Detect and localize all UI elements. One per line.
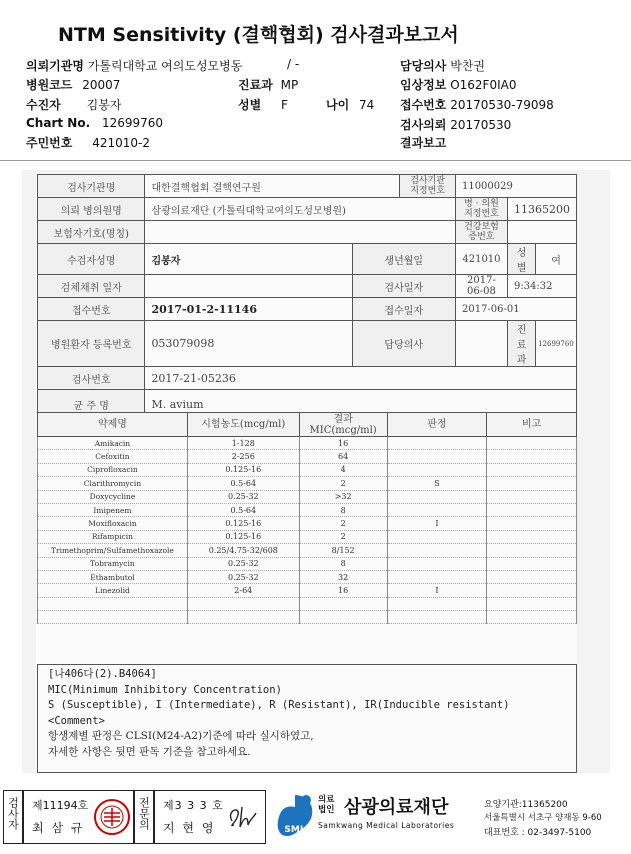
clinic-label: 진료과 xyxy=(507,321,535,367)
empty-cell xyxy=(487,611,577,624)
recv-date-label: 접수일자 xyxy=(352,298,455,321)
drug-name: Amikacin xyxy=(38,437,188,450)
req-code-label: 병 · 의원 지정번호 xyxy=(455,198,507,221)
agency-code-value: 11000029 xyxy=(455,175,576,198)
drug-note xyxy=(487,544,577,557)
table-row xyxy=(38,570,577,583)
drug-interp: S xyxy=(387,477,487,490)
info-row-req-hosp xyxy=(38,198,577,221)
org-name: 삼광의료재단 xyxy=(344,797,449,818)
drug-range: 1-128 xyxy=(187,437,299,450)
sml-logo-icon xyxy=(272,791,318,843)
test-no-label: 검사번호 xyxy=(38,367,145,390)
clinic-value: 12699760 xyxy=(536,321,577,367)
hospital-extra: / - xyxy=(287,57,300,71)
name-value: 김봉자 xyxy=(145,244,352,275)
accession-value: 2017-01-2-11146 xyxy=(145,298,352,321)
comment-line-2: 자세한 사항은 뒷면 판독 기준을 참고하세요. xyxy=(48,745,251,758)
empty-cell xyxy=(299,597,387,610)
comment-tag: <Comment> xyxy=(48,714,105,727)
sex-value: F xyxy=(281,98,288,112)
drug-table-header xyxy=(38,413,577,437)
table-row xyxy=(38,503,577,516)
reg-value: 053079098 xyxy=(145,321,352,367)
info-table xyxy=(37,174,577,420)
drug-mic: 2 xyxy=(299,530,387,543)
request-label: 검사의뢰 xyxy=(400,118,447,132)
care-code: 요양기관:11365200 xyxy=(484,800,568,810)
hosp-code-label: 병원코드 xyxy=(26,78,73,92)
drug-note xyxy=(487,530,577,543)
result-row xyxy=(400,134,446,151)
drug-note xyxy=(487,503,577,516)
empty-cell xyxy=(38,597,188,610)
drug-range: 0.25-32 xyxy=(187,557,299,570)
drug-range: 0.5-64 xyxy=(187,503,299,516)
drug-note xyxy=(487,437,577,450)
drug-interp: I xyxy=(387,517,487,530)
drug-name: Cefoxitin xyxy=(38,450,188,463)
test-date-value: 2017-06-08 xyxy=(455,275,507,298)
table-row xyxy=(38,477,577,490)
agency-label: 검사기관명 xyxy=(38,175,145,198)
drug-note xyxy=(487,450,577,463)
comment-code: [나406다(2).B4064] xyxy=(48,668,157,680)
info-row-insurer xyxy=(38,221,577,244)
tester-seal xyxy=(92,795,132,839)
drug-interp xyxy=(387,570,487,583)
chart-label: Chart No. xyxy=(26,116,91,130)
drug-name: Doxycycline xyxy=(38,490,188,503)
empty-cell xyxy=(387,597,487,610)
sml-logo-text: SML xyxy=(284,825,306,835)
table-row xyxy=(38,437,577,450)
dob-label: 생년월일 xyxy=(352,244,455,275)
clinical-label: 임상정보 xyxy=(400,78,447,92)
drug-mic: 64 xyxy=(299,450,387,463)
specialist-no: 제3 3 3 호 xyxy=(163,799,224,812)
table-row xyxy=(38,530,577,543)
drug-mic: 8 xyxy=(299,557,387,570)
drug-range: 0.25-32 xyxy=(187,570,299,583)
doctor-row xyxy=(400,57,485,74)
comment-box xyxy=(37,664,577,773)
clinical-row xyxy=(400,76,516,93)
chart-row xyxy=(26,116,163,130)
reg-label: 병원환자 등록번호 xyxy=(38,321,145,367)
receipt-value: 20170530-79098 xyxy=(450,98,554,112)
dept-value: MP xyxy=(280,78,299,92)
col-drug-header: 약제명 xyxy=(38,413,188,437)
drug-interp: I xyxy=(387,584,487,597)
phone: 대표번호 : 02-3497-5100 xyxy=(484,828,592,838)
info-doctor-label: 담당의사 xyxy=(352,321,455,367)
drug-range: 0.25-32 xyxy=(187,490,299,503)
dob-value: 421010 xyxy=(455,244,507,275)
drug-interp xyxy=(387,530,487,543)
drug-mic: 32 xyxy=(299,570,387,583)
agency-value: 대한결핵협회 결핵연구원 xyxy=(145,175,400,198)
drug-name: Ciprofloxacin xyxy=(38,463,188,476)
test-no-value: 2017-21-05236 xyxy=(145,367,577,390)
specialist-vlabel xyxy=(137,797,151,833)
table-row xyxy=(38,557,577,570)
collect-value xyxy=(145,275,352,298)
dept-row xyxy=(238,76,298,93)
empty-cell xyxy=(187,597,299,610)
name-label: 수검자성명 xyxy=(38,244,145,275)
empty-cell xyxy=(387,611,487,624)
drug-note xyxy=(487,477,577,490)
drug-interp xyxy=(387,450,487,463)
id-value: 421010-2 xyxy=(92,136,150,150)
comment-legend: S (Susceptible), I (Intermediate), R (Resistant), IR(Inducible resistant) xyxy=(48,699,510,711)
drug-range: 2-256 xyxy=(187,450,299,463)
footer xyxy=(0,787,631,854)
agency-code-label: 검사기관 지정번호 xyxy=(400,175,456,198)
drug-name: Linezolid xyxy=(38,584,188,597)
test-time-value: 9:34:32 xyxy=(507,275,576,298)
info-row-collect xyxy=(38,275,577,298)
doctor-label: 담당의사 xyxy=(400,59,447,73)
table-row-empty xyxy=(38,611,577,624)
patient-row xyxy=(26,96,121,113)
hospital-value: 가톨릭대학교 여의도성모병동 xyxy=(87,59,243,73)
collect-label: 검체채취 일자 xyxy=(38,275,145,298)
drug-name: Clarithromycin xyxy=(38,477,188,490)
specialist-name: 지 현 영 xyxy=(163,821,216,835)
drug-mic: 2 xyxy=(299,477,387,490)
drug-name: Ethambutol xyxy=(38,570,188,583)
drug-table xyxy=(37,412,577,624)
col-note-header: 비고 xyxy=(487,413,577,437)
clinical-value: O162F0IA0 xyxy=(450,78,517,92)
specialist-signature xyxy=(224,801,260,833)
drug-name: Imipenem xyxy=(38,503,188,516)
header-divider xyxy=(0,160,631,161)
hospital-label: 의뢰기관명 xyxy=(26,59,84,73)
empty-cell xyxy=(299,611,387,624)
age-value: 74 xyxy=(359,98,375,112)
info-doctor-value xyxy=(455,321,507,367)
test-date-label: 검사일자 xyxy=(352,275,455,298)
request-value: 20170530 xyxy=(450,118,512,132)
drug-mic: 16 xyxy=(299,584,387,597)
table-row xyxy=(38,517,577,530)
sex-row xyxy=(238,96,288,113)
drug-name: Moxifloxacin xyxy=(38,517,188,530)
req-code-value: 11365200 xyxy=(507,198,576,221)
tester-name: 최 삼 규 xyxy=(32,821,85,835)
result-label: 결과보고 xyxy=(400,136,447,150)
drug-mic: 8 xyxy=(299,503,387,516)
address: 서울특별시 서초구 양재동 9-60 xyxy=(484,813,602,823)
drug-interp xyxy=(387,463,487,476)
req-hosp-value: 삼광의료재단 (가톨릭대학교여의도성모병원) xyxy=(145,198,456,221)
hosp-code-row xyxy=(26,76,120,93)
patient-value: 김봉자 xyxy=(86,98,122,112)
report-title: NTM Sensitivity (결핵협회) 검사결과보고서 xyxy=(58,24,459,46)
info-row-test-no xyxy=(38,367,577,390)
org-prefix: 의료 법인 xyxy=(318,795,335,815)
doctor-value: 박찬권 xyxy=(450,59,485,73)
drug-range: 0.125-16 xyxy=(187,530,299,543)
age-row xyxy=(326,96,374,113)
drug-interp xyxy=(387,503,487,516)
drug-mic: 4 xyxy=(299,463,387,476)
drug-mic: 2 xyxy=(299,517,387,530)
info-row-accession xyxy=(38,298,577,321)
col-interp-header: 판정 xyxy=(387,413,487,437)
drug-note xyxy=(487,584,577,597)
tester-no: 제11194호 xyxy=(32,799,89,812)
drug-note xyxy=(487,557,577,570)
drug-interp xyxy=(387,557,487,570)
patient-label: 수진자 xyxy=(26,98,61,112)
receipt-row xyxy=(400,96,554,113)
table-row xyxy=(38,463,577,476)
drug-range: 2-64 xyxy=(187,584,299,597)
comment-mic: MIC(Minimum Inhibitory Concentration) xyxy=(48,683,282,696)
drug-interp xyxy=(387,544,487,557)
drug-mic: >32 xyxy=(299,490,387,503)
drug-note xyxy=(487,570,577,583)
health-label: 건강보험 증번호 xyxy=(455,221,507,244)
organism-label: 균 주 명 xyxy=(38,390,145,420)
drug-range: 0.5-64 xyxy=(187,477,299,490)
drug-range: 0.125-16 xyxy=(187,463,299,476)
info-row-reg xyxy=(38,321,577,367)
drug-note xyxy=(487,517,577,530)
table-row xyxy=(38,490,577,503)
org-english: Samkwang Medical Laboratories xyxy=(318,821,455,830)
col-mic-header: 결과 MIC(mcg/ml) xyxy=(299,413,387,437)
info-sex-value: 여 xyxy=(536,244,577,275)
chart-value: 12699760 xyxy=(101,116,164,130)
table-row xyxy=(38,450,577,463)
dept-label: 진료과 xyxy=(238,78,273,92)
drug-name: Rifampicin xyxy=(38,530,188,543)
empty-cell xyxy=(487,597,577,610)
drug-interp xyxy=(387,490,487,503)
req-hosp-label: 의뢰 병의원명 xyxy=(38,198,145,221)
drug-note xyxy=(487,463,577,476)
drug-mic: 8/152 xyxy=(299,544,387,557)
drug-range: 0.125-16 xyxy=(187,517,299,530)
drug-note xyxy=(487,490,577,503)
receipt-label: 접수번호 xyxy=(400,98,447,112)
tester-vlabel xyxy=(6,797,20,833)
organism-value: M. avium xyxy=(145,390,577,420)
id-row xyxy=(26,134,150,151)
col-range-header: 시험농도(mcg/ml) xyxy=(187,413,299,437)
hosp-code-value: 20007 xyxy=(82,78,121,92)
hospital-row xyxy=(26,57,242,74)
request-row xyxy=(400,116,511,133)
sex-label: 성별 xyxy=(238,98,262,112)
insurer-label: 보험자기호(명칭) xyxy=(38,221,145,244)
empty-cell xyxy=(38,611,188,624)
insurer-value xyxy=(145,221,456,244)
drug-mic: 16 xyxy=(299,437,387,450)
info-sex-label: 성별 xyxy=(507,244,535,275)
table-row xyxy=(38,544,577,557)
id-label: 주민번호 xyxy=(26,136,73,150)
drug-name: Tobramycin xyxy=(38,557,188,570)
tester-vlabel-text: 검사자 xyxy=(6,797,20,830)
drug-interp xyxy=(387,437,487,450)
health-value xyxy=(507,221,576,244)
empty-cell xyxy=(187,611,299,624)
drug-name: Trimethoprim/Sulfamethoxazole xyxy=(38,544,188,557)
info-row-agency xyxy=(38,175,577,198)
specialist-vlabel-text: 전문의 xyxy=(137,797,151,830)
drug-table-body xyxy=(38,437,577,624)
table-row xyxy=(38,584,577,597)
comment-line-1: 항생제별 판정은 CLSI(M24-A2)기준에 따라 실시하였고, xyxy=(48,730,314,742)
age-label: 나이 xyxy=(326,98,350,112)
info-row-name xyxy=(38,244,577,275)
table-row-empty xyxy=(38,597,577,610)
drug-range: 0.25/4.75-32/608 xyxy=(187,544,299,557)
recv-date-value: 2017-06-01 xyxy=(455,298,576,321)
accession-label: 접수번호 xyxy=(38,298,145,321)
